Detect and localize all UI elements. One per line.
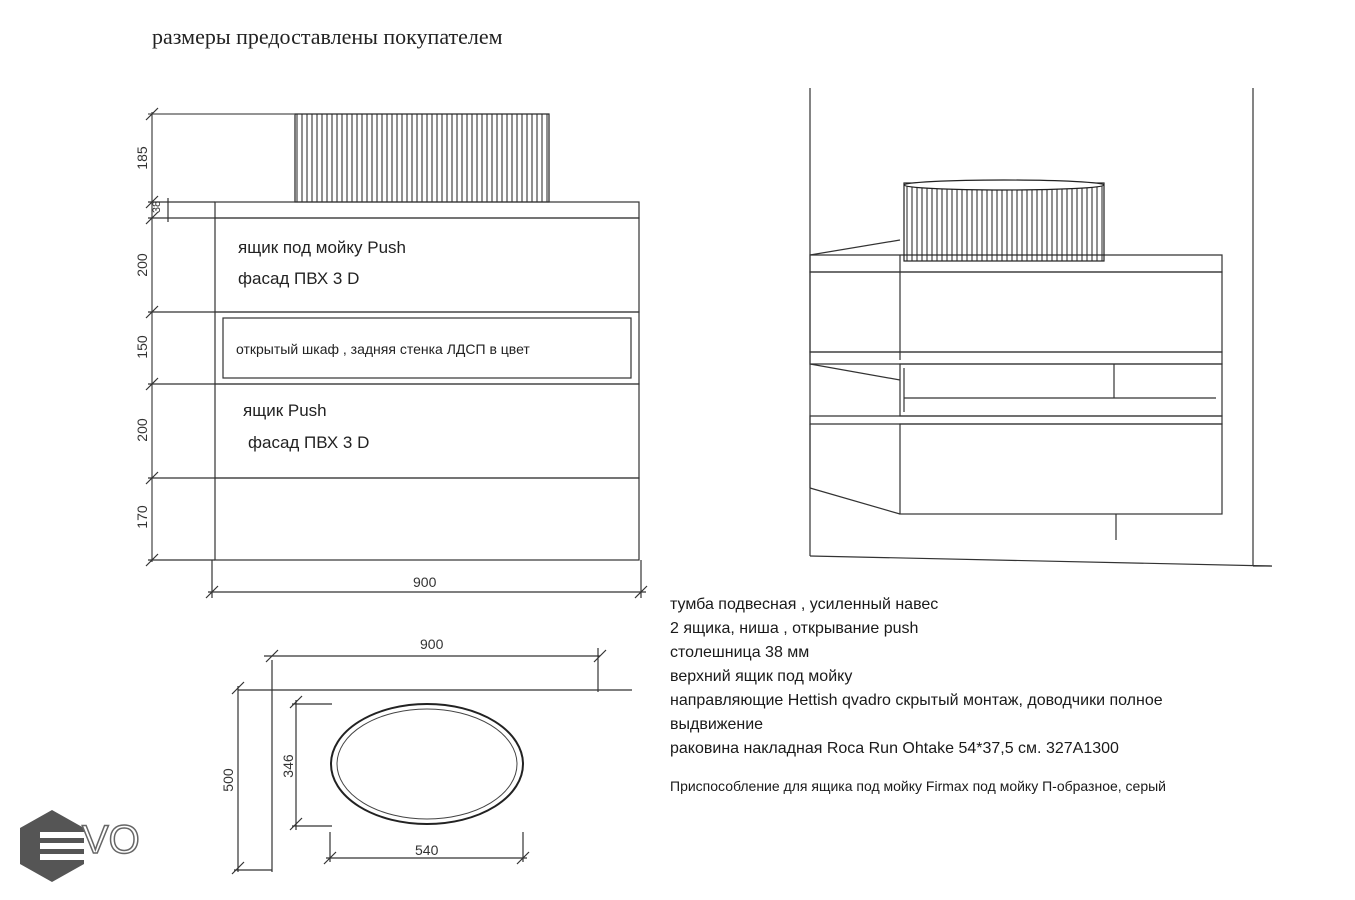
perspective-sink [904, 183, 1104, 261]
dim-top-width: 900 [420, 636, 444, 652]
front-base [215, 478, 639, 560]
spec-line-5: направляющие Hettish qvadro скрытый монтаж, доводчики полное [670, 692, 1163, 709]
spec-line-4: верхний ящик под мойку [670, 668, 853, 685]
spec-line-1: тумба подвесная , усиленный навес [670, 596, 939, 613]
front-countertop [215, 202, 639, 218]
bottom-drawer-label-1: ящик Push [243, 401, 327, 420]
dim-base: 170 [134, 505, 150, 529]
top-drawer-label-2: фасад ПВХ 3 D [238, 269, 360, 288]
dim-top-drawer: 200 [134, 253, 150, 277]
top-drawer-label-1: ящик под мойку Push [238, 238, 407, 257]
dim-niche: 150 [134, 335, 150, 359]
page-title: размеры предоставлены покупателем [152, 24, 503, 49]
dim-sink-depth: 346 [280, 754, 296, 778]
dim-front-width: 900 [413, 574, 437, 590]
bottom-drawer-label-2: фасад ПВХ 3 D [248, 433, 370, 452]
spec-line-7: раковина накладная Roca Run Ohtake 54*37,5 см. 327A1300 [670, 740, 1119, 757]
front-top-drawer [215, 218, 639, 312]
spec-note: Приспособление для ящика под мойку Firmax под мойку П-образное, серый [670, 778, 1166, 794]
spec-line-2: 2 ящика, ниша , открывание push [670, 620, 919, 637]
perspective-view [810, 88, 1272, 566]
dim-bottom-drawer: 200 [134, 418, 150, 442]
top-sink-outer [331, 704, 523, 824]
top-sink-inner [337, 709, 517, 819]
dim-top-depth: 500 [220, 768, 236, 792]
dim-sink-height: 185 [134, 146, 150, 170]
spec-line-6: выдвижение [670, 716, 764, 733]
front-bottom-drawer [215, 384, 639, 478]
front-sink [295, 114, 549, 202]
dim-countertop: 38 [151, 200, 163, 214]
niche-label: открытый шкаф , задняя стенка ЛДСП в цвет [236, 341, 530, 357]
logo-text: VO [82, 818, 140, 862]
spec-line-3: столешница 38 мм [670, 644, 810, 661]
dim-sink-width: 540 [415, 842, 439, 858]
